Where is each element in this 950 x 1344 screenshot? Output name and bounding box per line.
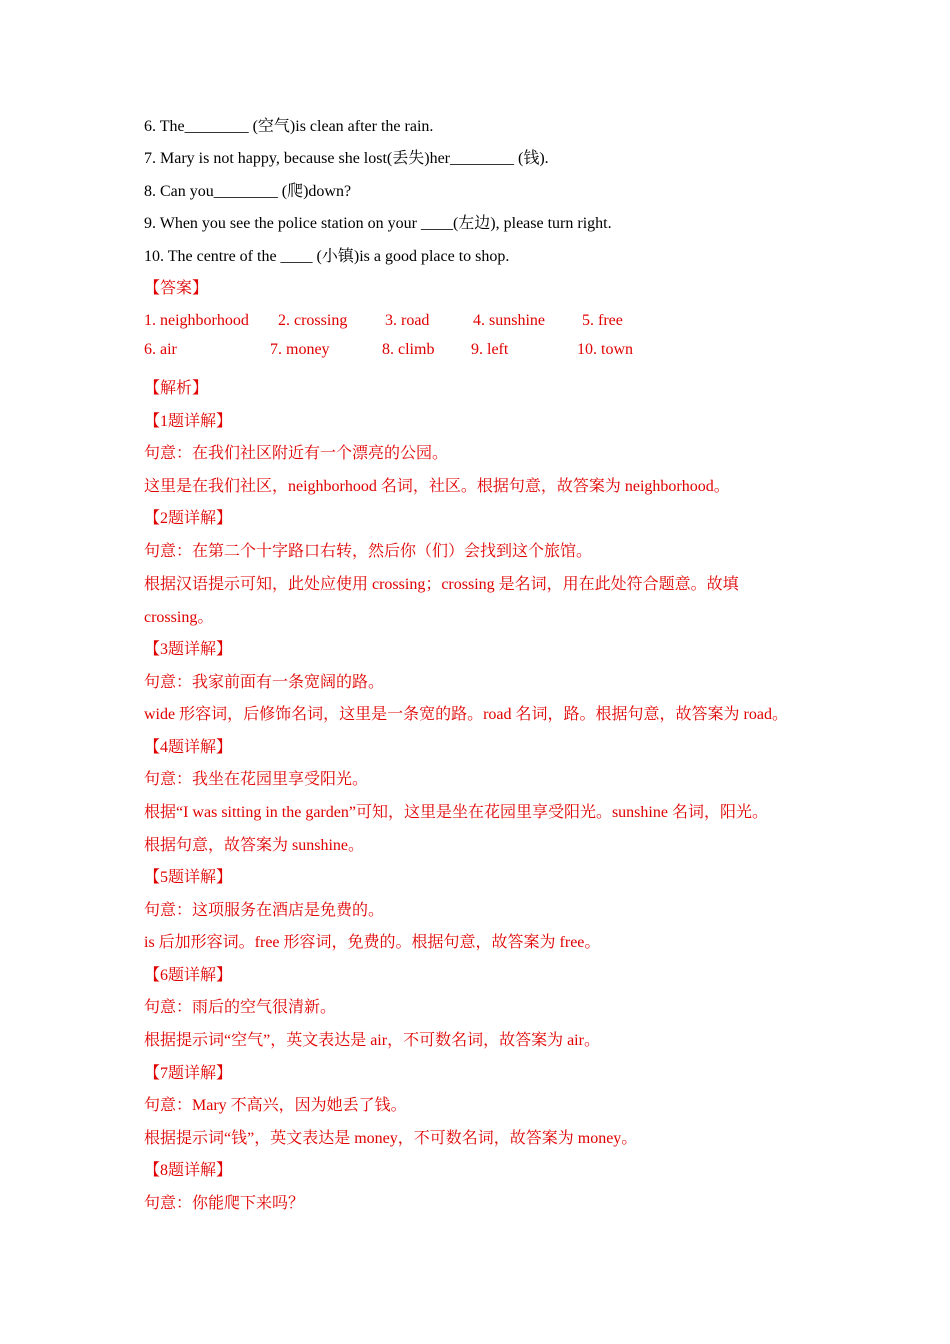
detail-explanation: 根据提示词“钱”，英文表达是 money，不可数名词，故答案为 money。 <box>144 1130 638 1147</box>
answer-item: 10. town <box>577 341 633 358</box>
detail-title: 【8题详解】 <box>144 1162 233 1179</box>
answer-heading: 【答案】 <box>144 280 209 297</box>
detail-explanation: is 后加形容词。free 形容词，免费的。根据句意，故答案为 free。 <box>144 934 601 951</box>
question-9: 9. When you see the police station on your ____(左边), please turn right. <box>144 215 612 232</box>
detail-explanation: 根据句意，故答案为 sunshine。 <box>144 837 365 854</box>
answer-item: 3. road <box>385 312 430 329</box>
detail-meaning: 句意：我坐在花园里享受阳光。 <box>144 771 369 788</box>
detail-meaning: 句意：你能爬下来吗？ <box>144 1195 305 1212</box>
answer-item: 8. climb <box>382 341 435 358</box>
detail-meaning: 句意：雨后的空气很清新。 <box>144 999 337 1016</box>
detail-title: 【5题详解】 <box>144 869 233 886</box>
answer-item: 4. sunshine <box>473 312 545 329</box>
detail-explanation: 根据“I was sitting in the garden”可知，这里是坐在花园里享受阳光。sunshine 名词，阳光。 <box>144 804 768 821</box>
detail-meaning: 句意：Mary 不高兴，因为她丢了钱。 <box>144 1097 407 1114</box>
question-7: 7. Mary is not happy, because she lost(丢失)her________ (钱). <box>144 150 549 167</box>
detail-title: 【6题详解】 <box>144 967 233 984</box>
detail-title: 【3题详解】 <box>144 641 233 658</box>
detail-meaning: 句意：我家前面有一条宽阔的路。 <box>144 674 385 691</box>
detail-meaning: 句意：这项服务在酒店是免费的。 <box>144 902 385 919</box>
detail-explanation: wide 形容词，后修饰名词，这里是一条宽的路。road 名词，路。根据句意，故答案为 road。 <box>144 706 788 723</box>
detail-title: 【1题详解】 <box>144 413 233 430</box>
detail-explanation: 根据提示词“空气”，英文表达是 air，不可数名词，故答案为 air。 <box>144 1032 600 1049</box>
question-8: 8. Can you________ (爬)down? <box>144 183 352 200</box>
detail-title: 【7题详解】 <box>144 1065 233 1082</box>
detail-title: 【4题详解】 <box>144 739 233 756</box>
analysis-heading: 【解析】 <box>144 380 209 397</box>
document-page <box>144 0 824 1344</box>
answer-item: 5. free <box>582 312 623 329</box>
answer-item: 9. left <box>471 341 509 358</box>
question-6: 6. The________ (空气)is clean after the rain. <box>144 118 434 135</box>
detail-meaning: 句意：在第二个十字路口右转，然后你（们）会找到这个旅馆。 <box>144 543 593 560</box>
detail-explanation: 根据汉语提示可知，此处应使用 crossing；crossing 是名词，用在此处符合题意。故填 <box>144 576 739 593</box>
answer-item: 2. crossing <box>278 312 348 329</box>
answer-item: 1. neighborhood <box>144 312 249 329</box>
detail-meaning: 句意：在我们社区附近有一个漂亮的公园。 <box>144 445 449 462</box>
detail-explanation: 这里是在我们社区，neighborhood 名词，社区。根据句意，故答案为 neighborhood。 <box>144 478 730 495</box>
answer-item: 7. money <box>270 341 330 358</box>
detail-explanation: crossing。 <box>144 609 214 626</box>
question-10: 10. The centre of the ____ (小镇)is a good place to shop. <box>144 248 510 265</box>
detail-title: 【2题详解】 <box>144 510 233 527</box>
answer-item: 6. air <box>144 341 177 358</box>
